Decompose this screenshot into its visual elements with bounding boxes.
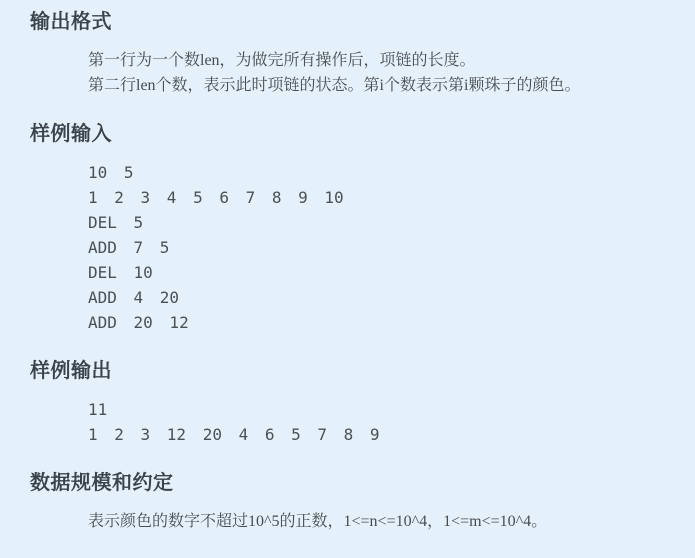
sample-output-code bbox=[88, 397, 695, 447]
sample-output-line-2: 1 2 3 12 20 4 6 5 7 8 9 bbox=[88, 425, 380, 444]
data-constraints-line-1: 表示颜色的数字不超过10^5的正数，1<=n<=10^4，1<=m<=10^4。 bbox=[88, 513, 548, 530]
output-format-line-2: 第二行len个数，表示此时项链的状态。第i个数表示第i颗珠子的颜色。 bbox=[88, 77, 581, 94]
sample-input-line-5: DEL 10 bbox=[88, 263, 153, 282]
sample-input-heading: 样例输入 bbox=[30, 123, 112, 145]
data-constraints-body bbox=[88, 509, 695, 534]
sample-input-code bbox=[88, 160, 695, 335]
problem-statement-page bbox=[0, 12, 695, 558]
section-sample-input bbox=[0, 124, 695, 335]
sample-input-line-7: ADD 20 12 bbox=[88, 313, 189, 332]
output-format-body bbox=[88, 48, 695, 98]
data-constraints-heading: 数据规模和约定 bbox=[30, 472, 174, 494]
sample-input-line-4: ADD 7 5 bbox=[88, 238, 170, 257]
section-output-format bbox=[0, 12, 695, 98]
output-format-heading: 输出格式 bbox=[30, 11, 112, 33]
section-data-constraints bbox=[0, 473, 695, 534]
sample-input-line-6: ADD 4 20 bbox=[88, 288, 180, 307]
section-sample-output bbox=[0, 361, 695, 447]
sample-output-line-1: 11 bbox=[88, 400, 108, 419]
output-format-line-1: 第一行为一个数len，为做完所有操作后，项链的长度。 bbox=[88, 52, 476, 69]
sample-input-line-2: 1 2 3 4 5 6 7 8 9 10 bbox=[88, 188, 344, 207]
sample-input-line-3: DEL 5 bbox=[88, 213, 144, 232]
sample-output-heading: 样例输出 bbox=[30, 360, 112, 382]
sample-input-line-1: 10 5 bbox=[88, 163, 134, 182]
